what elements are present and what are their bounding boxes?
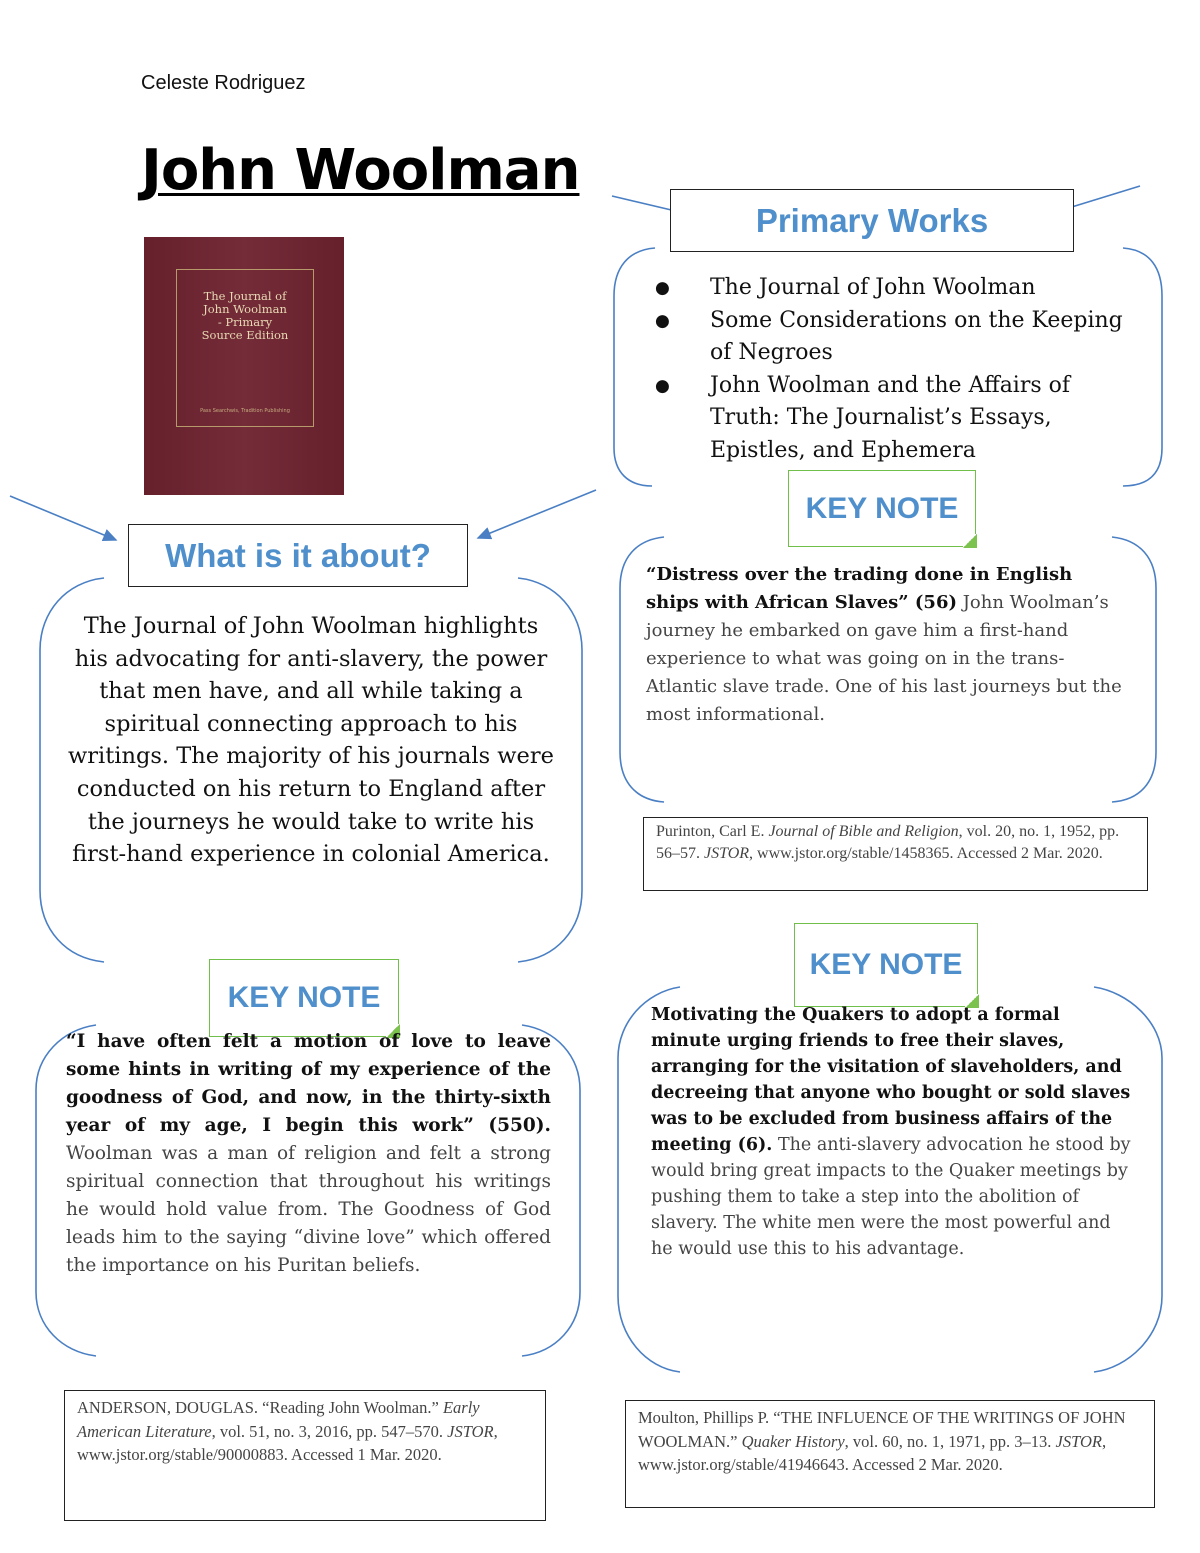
primary-works-list (655, 272, 1130, 467)
note2-text: Woolman was a man of religion and felt a strong spiritual connection that throughout his writings he would hold value from. The Goodness of God leads him to the saying “divine love” which offered the importance on his Puritan beliefs. (66, 1143, 551, 1276)
citation-text: , vol. 20, no. 1, 1952, pp. 56–57. (656, 823, 1120, 862)
note2-citation (64, 1390, 546, 1521)
about-heading (128, 524, 468, 587)
primary-works-heading (670, 189, 1074, 252)
citation-journal: Early American Literature (77, 1398, 480, 1441)
about-heading-label: What is it about? (165, 536, 431, 574)
author-name: Celeste Rodriguez (141, 72, 306, 94)
keynote-label-2 (209, 959, 399, 1037)
note3-quote: Motivating the Quakers to adopt a formal minute urging friends to free their slaves, arranging for the visitation of slaveholders, and decreeing that anyone who bought or sold slaves was to be excluded from business affairs of the meeting (6). (651, 1005, 1131, 1155)
keynote-text: KEY NOTE (227, 981, 381, 1014)
citation-database: JSTOR (704, 845, 750, 862)
book-cover-publisher: Pass Searchwis, Tradition Publishing (200, 408, 290, 414)
note1-quote: “Distress over the trading done in English ships with African Slaves” (56) (646, 564, 1073, 613)
note2-body (66, 1028, 551, 1280)
note3-citation (625, 1400, 1155, 1508)
note1-text: John Woolman’s journey he embarked on gave him a first-hand experience to what was going on in the trans-Atlantic slave trade. One of his last journeys but the most informational. (646, 592, 1122, 725)
citation-journal: Journal of Bible and Religion (768, 823, 959, 840)
citation-text: , www.jstor.org/stable/90000883. Accessed 1 Mar. 2020. (77, 1421, 498, 1464)
citation-database: JSTOR (1055, 1431, 1102, 1451)
list-item: ● John Woolman and the Affairs of Truth: The Journalist’s Essays, Epistles, and Ephemera (655, 370, 1130, 468)
keynote-label-3 (794, 923, 978, 1007)
page-fold-icon (963, 534, 977, 548)
book-cover-panel (176, 269, 314, 427)
citation-text: , vol. 60, no. 1, 1971, pp. 3–13. (844, 1431, 1056, 1451)
note1-body (646, 561, 1126, 729)
citation-database: JSTOR (447, 1421, 494, 1441)
primary-works-heading-label: Primary Works (755, 201, 989, 239)
about-text: The Journal of John Woolman highlights his advocating for anti-slavery, the power that men have, and all while taking a spiritual connecting approach to his writings. The majority of his journals were conducted on his return to England after the journeys he would take to write his first-hand experience in colonial America. (68, 613, 554, 868)
citation-text: Purinton, Carl E. (656, 823, 769, 840)
page-title: John Woolman (141, 138, 580, 203)
keynote-text: KEY NOTE (809, 948, 963, 981)
note1-citation (643, 817, 1148, 891)
arrow-to-about-right (478, 490, 596, 538)
keynote-text: KEY NOTE (805, 491, 959, 525)
citation-text: , www.jstor.org/stable/1458365. Accessed 2 Mar. 2020. (749, 845, 1103, 862)
keynote-label-1 (788, 470, 976, 547)
book-cover-title: The Journal of John Woolman - Primary Source Edition (201, 289, 289, 342)
list-item: ● The Journal of John Woolman (655, 272, 1130, 305)
citation-text: Moulton, Phillips P. “THE INFLUENCE OF THE WRITINGS OF JOHN WOOLMAN.” (638, 1408, 1126, 1451)
note3-text: The anti-slavery advocation he stood by would bring great impacts to the Quaker meetings by pushing them to take a step into the abolition of slavery. The white men were the most powerful and he would use this to his advantage. (651, 1135, 1131, 1259)
citation-journal: Quaker History (741, 1431, 845, 1451)
arrow-to-about-left (10, 496, 116, 540)
citation-text: , vol. 51, no. 3, 2016, pp. 547–570. (211, 1421, 448, 1441)
citation-text: ANDERSON, DOUGLAS. “Reading John Woolman.” (77, 1398, 443, 1417)
note3-body (651, 1002, 1131, 1262)
citation-text: , www.jstor.org/stable/41946643. Accessed 2 Mar. 2020. (638, 1431, 1107, 1474)
note2-quote: “I have often felt a motion of love to leave some hints in writing of my experience of the goodness of God, and now, in the thirty-sixth year of my age, I begin this work” (550). (66, 1031, 551, 1136)
book-cover-image (144, 237, 344, 495)
list-item: ● Some Considerations on the Keeping of Negroes (655, 305, 1130, 370)
